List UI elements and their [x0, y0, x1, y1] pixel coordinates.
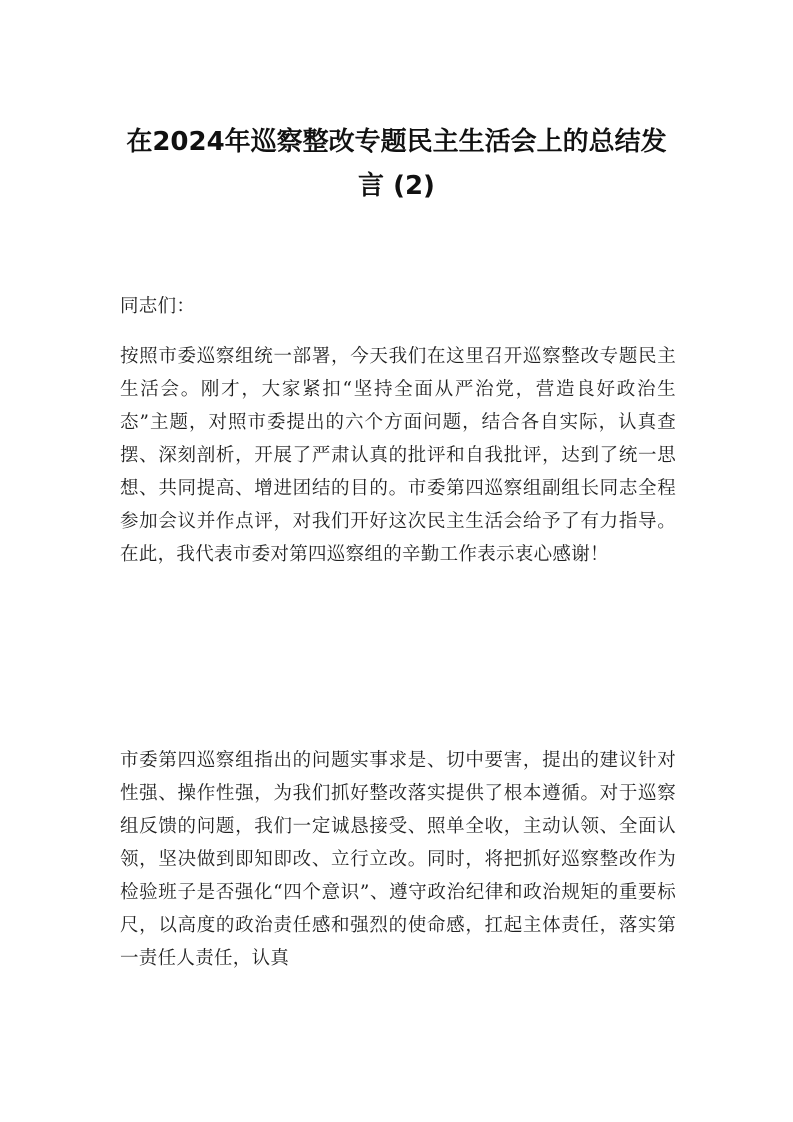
document-title: 在2024年巡察整改专题民主生活会上的总结发言 (2)	[126, 127, 667, 201]
paragraph-1: 按照市委巡察组统一部署，今天我们在这里召开巡察整改专题民主生活会。刚才，大家紧扣“坚持全面从严治党，营造良好政治生态”主题，对照市委提出的六个方面问题，结合各自实际，认真查摆、深刻剖析，开展了严肃认真的批评和自我批评，达到了统一思想、共同提高、增进团结的目的。市委第四巡察组副组长同志全程参加会议并作点评，对我们开好这次民主生活会给予了有力指导。在此，我代表市委对第四巡察组的辛勤工作表示衷心感谢！	[120, 346, 676, 565]
paragraph-2: 市委第四巡察组指出的问题实事求是、切中要害，提出的建议针对性强、操作性强，为我们抓好整改落实提供了根本遵循。对于巡察组反馈的问题，我们一定诚恳接受、照单全收，主动认领、全面认领，坚决做到即知即改、立行立改。同时，将把抓好巡察整改作为检验班子是否强化“四个意识”、遵守政治纪律和政治规矩的重要标尺，以高度的政治责任感和强烈的使命感，扛起主体责任，落实第一责任人责任，认真	[120, 750, 676, 969]
salutation: 同志们：	[120, 296, 196, 317]
